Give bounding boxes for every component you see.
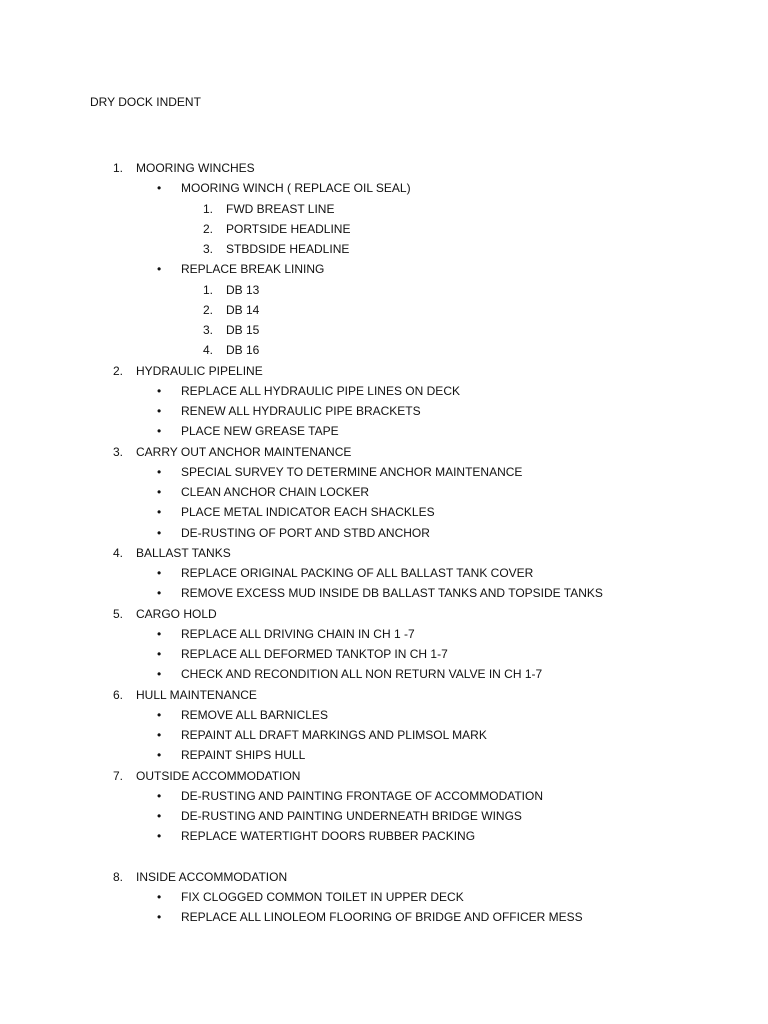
bullet-text: REMOVE ALL BARNICLES — [181, 708, 328, 722]
bullet-text: MOORING WINCH ( REPLACE OIL SEAL) — [181, 181, 411, 195]
bullet-marker: • — [157, 708, 162, 722]
bullet-marker: • — [157, 667, 162, 681]
bullet-text: REPLACE ALL DRIVING CHAIN IN CH 1 -7 — [181, 627, 415, 641]
bullet-text: PLACE METAL INDICATOR EACH SHACKLES — [181, 505, 435, 519]
bullet-text: REPLACE WATERTIGHT DOORS RUBBER PACKING — [181, 829, 476, 843]
bullet-text: DE-RUSTING OF PORT AND STBD ANCHOR — [181, 526, 430, 540]
bullet-marker: • — [157, 465, 162, 479]
bullet-text: CHECK AND RECONDITION ALL NON RETURN VALVE IN CH 1-7 — [181, 667, 543, 681]
subitem-text: DB 15 — [226, 323, 260, 337]
subitem-text: DB 13 — [226, 283, 260, 297]
bullet-marker: • — [157, 404, 162, 418]
bullet-marker: • — [157, 505, 162, 519]
subitem-number: 3. — [203, 323, 214, 337]
bullet-text: DE-RUSTING AND PAINTING FRONTAGE OF ACCOMMODATION — [181, 789, 544, 803]
section-number: 3. — [113, 445, 124, 459]
section-number: 5. — [113, 607, 124, 621]
section-number: 1. — [113, 161, 124, 175]
subitem-number: 1. — [203, 202, 214, 216]
bullet-text: FIX CLOGGED COMMON TOILET IN UPPER DECK — [181, 890, 464, 904]
section-label: CARRY OUT ANCHOR MAINTENANCE — [136, 445, 352, 459]
subitem-text: FWD BREAST LINE — [226, 202, 335, 216]
bullet-marker: • — [157, 829, 162, 843]
subitem-text: DB 14 — [226, 303, 260, 317]
section-label: BALLAST TANKS — [136, 546, 231, 560]
section-number: 7. — [113, 769, 124, 783]
subitem-number: 1. — [203, 283, 214, 297]
bullet-marker: • — [157, 728, 162, 742]
bullet-text: REPAINT ALL DRAFT MARKINGS AND PLIMSOL MARK — [181, 728, 487, 742]
subitem-text: STBDSIDE HEADLINE — [226, 242, 350, 256]
section-label: HYDRAULIC PIPELINE — [136, 364, 263, 378]
bullet-text: DE-RUSTING AND PAINTING UNDERNEATH BRIDGE WINGS — [181, 809, 522, 823]
bullet-text: REPLACE ALL DEFORMED TANKTOP IN CH 1-7 — [181, 647, 448, 661]
bullet-marker: • — [157, 262, 162, 276]
bullet-text: RENEW ALL HYDRAULIC PIPE BRACKETS — [181, 404, 421, 418]
bullet-marker: • — [157, 485, 162, 499]
section-label: MOORING WINCHES — [136, 161, 255, 175]
section-number: 8. — [113, 870, 124, 884]
bullet-text: REPAINT SHIPS HULL — [181, 748, 306, 762]
bullet-text: REPLACE ALL LINOLEOM FLOORING OF BRIDGE AND OFFICER MESS — [181, 910, 583, 924]
subitem-text: PORTSIDE HEADLINE — [226, 222, 351, 236]
bullet-text: PLACE NEW GREASE TAPE — [181, 424, 339, 438]
bullet-marker: • — [157, 789, 162, 803]
subitem-number: 3. — [203, 242, 214, 256]
section-label: CARGO HOLD — [136, 607, 217, 621]
bullet-text: REPLACE BREAK LINING — [181, 262, 325, 276]
bullet-marker: • — [157, 566, 162, 580]
section-label: OUTSIDE ACCOMMODATION — [136, 769, 301, 783]
section-number: 4. — [113, 546, 124, 560]
bullet-marker: • — [157, 647, 162, 661]
bullet-text: REMOVE EXCESS MUD INSIDE DB BALLAST TANKS AND TOPSIDE TANKS — [181, 586, 603, 600]
section-label: HULL MAINTENANCE — [136, 688, 257, 702]
bullet-marker: • — [157, 890, 162, 904]
document-title: DRY DOCK INDENT — [90, 95, 201, 109]
bullet-marker: • — [157, 586, 162, 600]
bullet-marker: • — [157, 181, 162, 195]
bullet-marker: • — [157, 809, 162, 823]
subitem-number: 2. — [203, 303, 214, 317]
section-label: INSIDE ACCOMMODATION — [136, 870, 288, 884]
bullet-marker: • — [157, 384, 162, 398]
section-number: 6. — [113, 688, 124, 702]
subitem-number: 4. — [203, 343, 214, 357]
bullet-text: REPLACE ORIGINAL PACKING OF ALL BALLAST TANK COVER — [181, 566, 534, 580]
bullet-text: CLEAN ANCHOR CHAIN LOCKER — [181, 485, 370, 499]
subitem-text: DB 16 — [226, 343, 260, 357]
bullet-marker: • — [157, 910, 162, 924]
section-number: 2. — [113, 364, 124, 378]
bullet-marker: • — [157, 526, 162, 540]
bullet-text: SPECIAL SURVEY TO DETERMINE ANCHOR MAINTENANCE — [181, 465, 523, 479]
subitem-number: 2. — [203, 222, 214, 236]
bullet-marker: • — [157, 748, 162, 762]
bullet-text: REPLACE ALL HYDRAULIC PIPE LINES ON DECK — [181, 384, 460, 398]
bullet-marker: • — [157, 424, 162, 438]
bullet-marker: • — [157, 627, 162, 641]
